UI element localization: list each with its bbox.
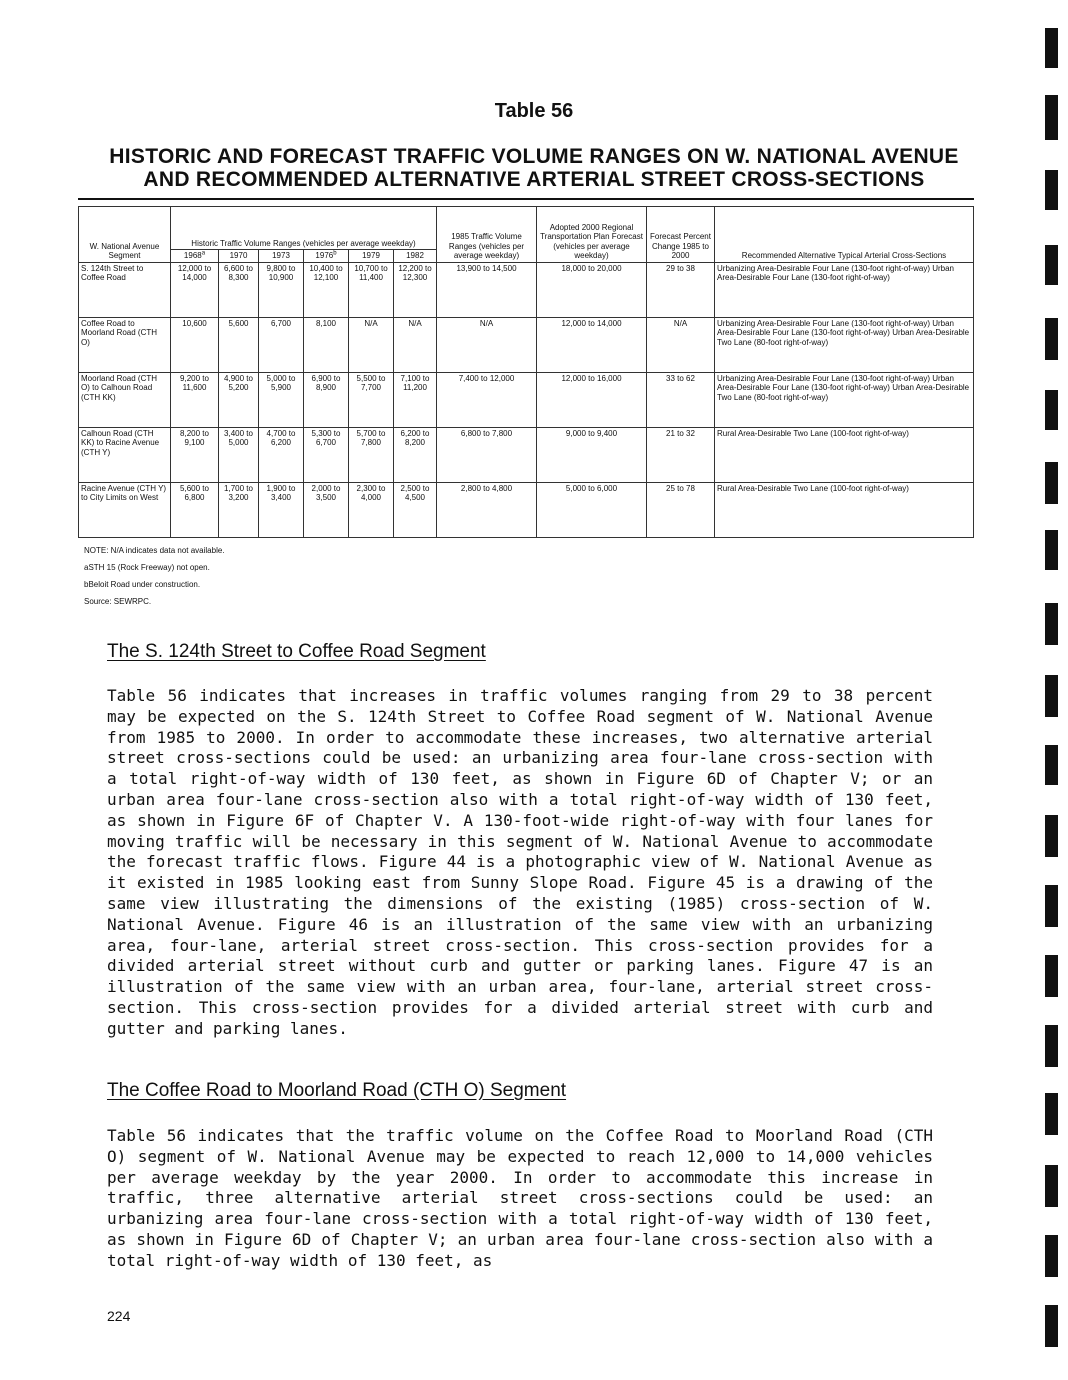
volume-cell: 5,600 to 6,800: [171, 482, 219, 537]
segment-cell: Calhoun Road (CTH KK) to Racine Avenue (CTH Y): [79, 427, 171, 482]
volume-cell: 2,300 to 4,000: [349, 482, 394, 537]
header-1985: 1985 Traffic Volume Ranges (vehicles per average weekday): [437, 207, 537, 263]
change-cell: 21 to 32: [647, 427, 715, 482]
forecast-cell: 5,000 to 6,000: [537, 482, 647, 537]
header-year: 1973: [259, 250, 304, 263]
change-cell: 33 to 62: [647, 372, 715, 427]
header-recommended: Recommended Alternative Typical Arterial Cross-Sections: [715, 207, 974, 263]
recommended-cell: Urbanizing Area-Desirable Four Lane (130-foot right-of-way) Urban Area-Desirable Four Lane (130-foot right-of-way) Urban Area-Desirable Two Lane (80-foot right-of-way): [715, 317, 974, 372]
volume-cell: 6,600 to 8,300: [219, 262, 259, 317]
registration-mark: [1045, 170, 1058, 210]
recommended-cell: Rural Area-Desirable Two Lane (100-foot right-of-way): [715, 482, 974, 537]
section-heading: The Coffee Road to Moorland Road (CTH O) Segment: [107, 1080, 567, 1101]
header-segment: W. National Avenue Segment: [79, 207, 171, 263]
volume-cell: 5,700 to 7,800: [349, 427, 394, 482]
volume-cell: 5,500 to 7,700: [349, 372, 394, 427]
volume-cell: 8,100: [304, 317, 349, 372]
table-label: Table 56: [494, 100, 574, 122]
header-percent-change: Forecast Percent Change 1985 to 2000: [647, 207, 715, 263]
section-paragraph: Table 56 indicates that the traffic volume on the Coffee Road to Moorland Road (CTH O) segment of W. National Avenue may be expected to reach 12,000 to 14,000 vehicles per average weekday by the year 2000. In order to accommodate this increase in traffic, three alternative arterial street cross-sections could be used: an urbanizing area four-lane cross-section with a total right-of-way width of 130 feet, as shown in Figure 6D of Chapter V; an urban area four-lane cross-section also with a total right-of-way width of 130 feet, as: [107, 1126, 933, 1270]
volume-cell: 6,200 to 8,200: [394, 427, 437, 482]
registration-mark: [1045, 1093, 1058, 1135]
registration-mark: [1045, 885, 1058, 927]
registration-mark: [1045, 245, 1058, 285]
table-footnote-a: aSTH 15 (Rock Freeway) not open.: [84, 563, 210, 572]
change-cell: N/A: [647, 317, 715, 372]
header-year: 1976$^b$: [304, 250, 349, 263]
table-title-line1: HISTORIC AND FORECAST TRAFFIC VOLUME RANGES ON W. NATIONAL AVENUE: [109, 145, 959, 168]
forecast-cell: 12,000 to 16,000: [537, 372, 647, 427]
volume-1985-cell: N/A: [437, 317, 537, 372]
volume-cell: 4,700 to 6,200: [259, 427, 304, 482]
volume-cell: N/A: [349, 317, 394, 372]
volume-cell: 8,200 to 9,100: [171, 427, 219, 482]
title-rule: [78, 198, 974, 200]
volume-cell: 10,400 to 12,100: [304, 262, 349, 317]
volume-cell: 10,600: [171, 317, 219, 372]
volume-cell: 1,700 to 3,200: [219, 482, 259, 537]
section-heading: The S. 124th Street to Coffee Road Segment: [107, 641, 486, 662]
header-year: 1982: [394, 250, 437, 263]
volume-cell: 10,700 to 11,400: [349, 262, 394, 317]
volume-1985-cell: 7,400 to 12,000: [437, 372, 537, 427]
volume-cell: 4,900 to 5,200: [219, 372, 259, 427]
volume-cell: 3,400 to 5,000: [219, 427, 259, 482]
recommended-cell: Urbanizing Area-Desirable Four Lane (130-foot right-of-way) Urban Area-Desirable Four Lane (130-foot right-of-way): [715, 262, 974, 317]
recommended-cell: Urbanizing Area-Desirable Four Lane (130-foot right-of-way) Urban Area-Desirable Four Lane (130-foot right-of-way) Urban Area-Desirable Two Lane (80-foot right-of-way): [715, 372, 974, 427]
forecast-cell: 18,000 to 20,000: [537, 262, 647, 317]
traffic-volume-table: [78, 206, 974, 538]
volume-cell: 12,000 to 14,000: [171, 262, 219, 317]
volume-cell: 12,200 to 12,300: [394, 262, 437, 317]
table-note: NOTE: N/A indicates data not available.: [84, 546, 225, 555]
volume-cell: 9,800 to 10,900: [259, 262, 304, 317]
header-historic: Historic Traffic Volume Ranges (vehicles per average weekday): [171, 207, 437, 250]
change-cell: 29 to 38: [647, 262, 715, 317]
volume-1985-cell: 13,900 to 14,500: [437, 262, 537, 317]
registration-mark: [1045, 603, 1058, 645]
header-forecast: Adopted 2000 Regional Transportation Plan Forecast (vehicles per average weekday): [537, 207, 647, 263]
registration-mark: [1045, 1305, 1058, 1347]
change-cell: 25 to 78: [647, 482, 715, 537]
volume-1985-cell: 2,800 to 4,800: [437, 482, 537, 537]
segment-cell: Racine Avenue (CTH Y) to City Limits on West: [79, 482, 171, 537]
registration-mark: [1045, 815, 1058, 857]
registration-mark: [1045, 1025, 1058, 1067]
header-year: 1970: [219, 250, 259, 263]
forecast-cell: 9,000 to 9,400: [537, 427, 647, 482]
volume-cell: 9,200 to 11,600: [171, 372, 219, 427]
table-row: [79, 427, 974, 482]
volume-cell: 1,900 to 3,400: [259, 482, 304, 537]
registration-mark: [1045, 1165, 1058, 1207]
volume-cell: 5,000 to 5,900: [259, 372, 304, 427]
page-number: 224: [107, 1308, 131, 1324]
section-paragraph: Table 56 indicates that increases in traffic volumes ranging from 29 to 38 percent may be expected on the S. 124th Street to Coffee Road segment of W. National Avenue from 1985 to 2000. In order to accommodate these increases, two alternative arterial street cross-sections could be used: an urbanizing area four-lane cross-section with a total right-of-way width of 130 feet, as shown in Figure 6D of Chapter V; or an urban area four-lane cross-section also with a total right-of-way width of 130 feet, as shown in Figure 6F of Chapter V. A 130-foot-wide right-of-way with four lanes for moving traffic will be necessary in this segment of W. National Avenue to accommodate the forecast traffic flows. Figure 44 is a photographic view of W. National Avenue as it existed in 1985 looking east from Sunny Slope Road. Figure 45 is a drawing of the same view illustrating the dimensions of the existing (1985) cross-section of W. National Avenue. Figure 46 is an illustration of the same view with an urbanizing area, four-lane, arterial street cross-section. This cross-section provides for a divided arterial street without curb and gutter or parking lanes. Figure 47 is an illustration of the same view with an urban area, four-lane, arterial street cross-section. This cross-section provides for a divided arterial street with curb and gutter and parking lanes.: [107, 686, 933, 1038]
registration-mark: [1045, 955, 1058, 997]
table-source: Source: SEWRPC.: [84, 597, 152, 606]
table-row: [79, 262, 974, 317]
table-title-line2: AND RECOMMENDED ALTERNATIVE ARTERIAL STREET CROSS-SECTIONS: [143, 168, 925, 191]
registration-mark: [1045, 675, 1058, 717]
volume-1985-cell: 6,800 to 7,800: [437, 427, 537, 482]
table-row: [79, 482, 974, 537]
volume-cell: 7,100 to 11,200: [394, 372, 437, 427]
volume-cell: 2,500 to 4,500: [394, 482, 437, 537]
segment-cell: S. 124th Street to Coffee Road: [79, 262, 171, 317]
header-year: 1968$^a$: [171, 250, 219, 263]
registration-mark: [1045, 1235, 1058, 1277]
volume-cell: 6,900 to 8,900: [304, 372, 349, 427]
table-footnote-b: bBeloit Road under construction.: [84, 580, 201, 589]
volume-cell: 5,300 to 6,700: [304, 427, 349, 482]
segment-cell: Coffee Road to Moorland Road (CTH O): [79, 317, 171, 372]
volume-cell: 6,700: [259, 317, 304, 372]
registration-mark: [1045, 530, 1058, 570]
segment-cell: Moorland Road (CTH O) to Calhoun Road (CTH KK): [79, 372, 171, 427]
table-row: [79, 372, 974, 427]
forecast-cell: 12,000 to 14,000: [537, 317, 647, 372]
volume-cell: N/A: [394, 317, 437, 372]
registration-mark: [1045, 28, 1058, 68]
registration-mark: [1045, 462, 1058, 504]
volume-cell: 2,000 to 3,500: [304, 482, 349, 537]
registration-mark: [1045, 95, 1058, 140]
registration-mark: [1045, 318, 1058, 360]
registration-mark: [1045, 745, 1058, 785]
header-year: 1979: [349, 250, 394, 263]
recommended-cell: Rural Area-Desirable Two Lane (100-foot right-of-way): [715, 427, 974, 482]
volume-cell: 5,600: [219, 317, 259, 372]
registration-mark: [1045, 390, 1058, 430]
table-row: [79, 317, 974, 372]
